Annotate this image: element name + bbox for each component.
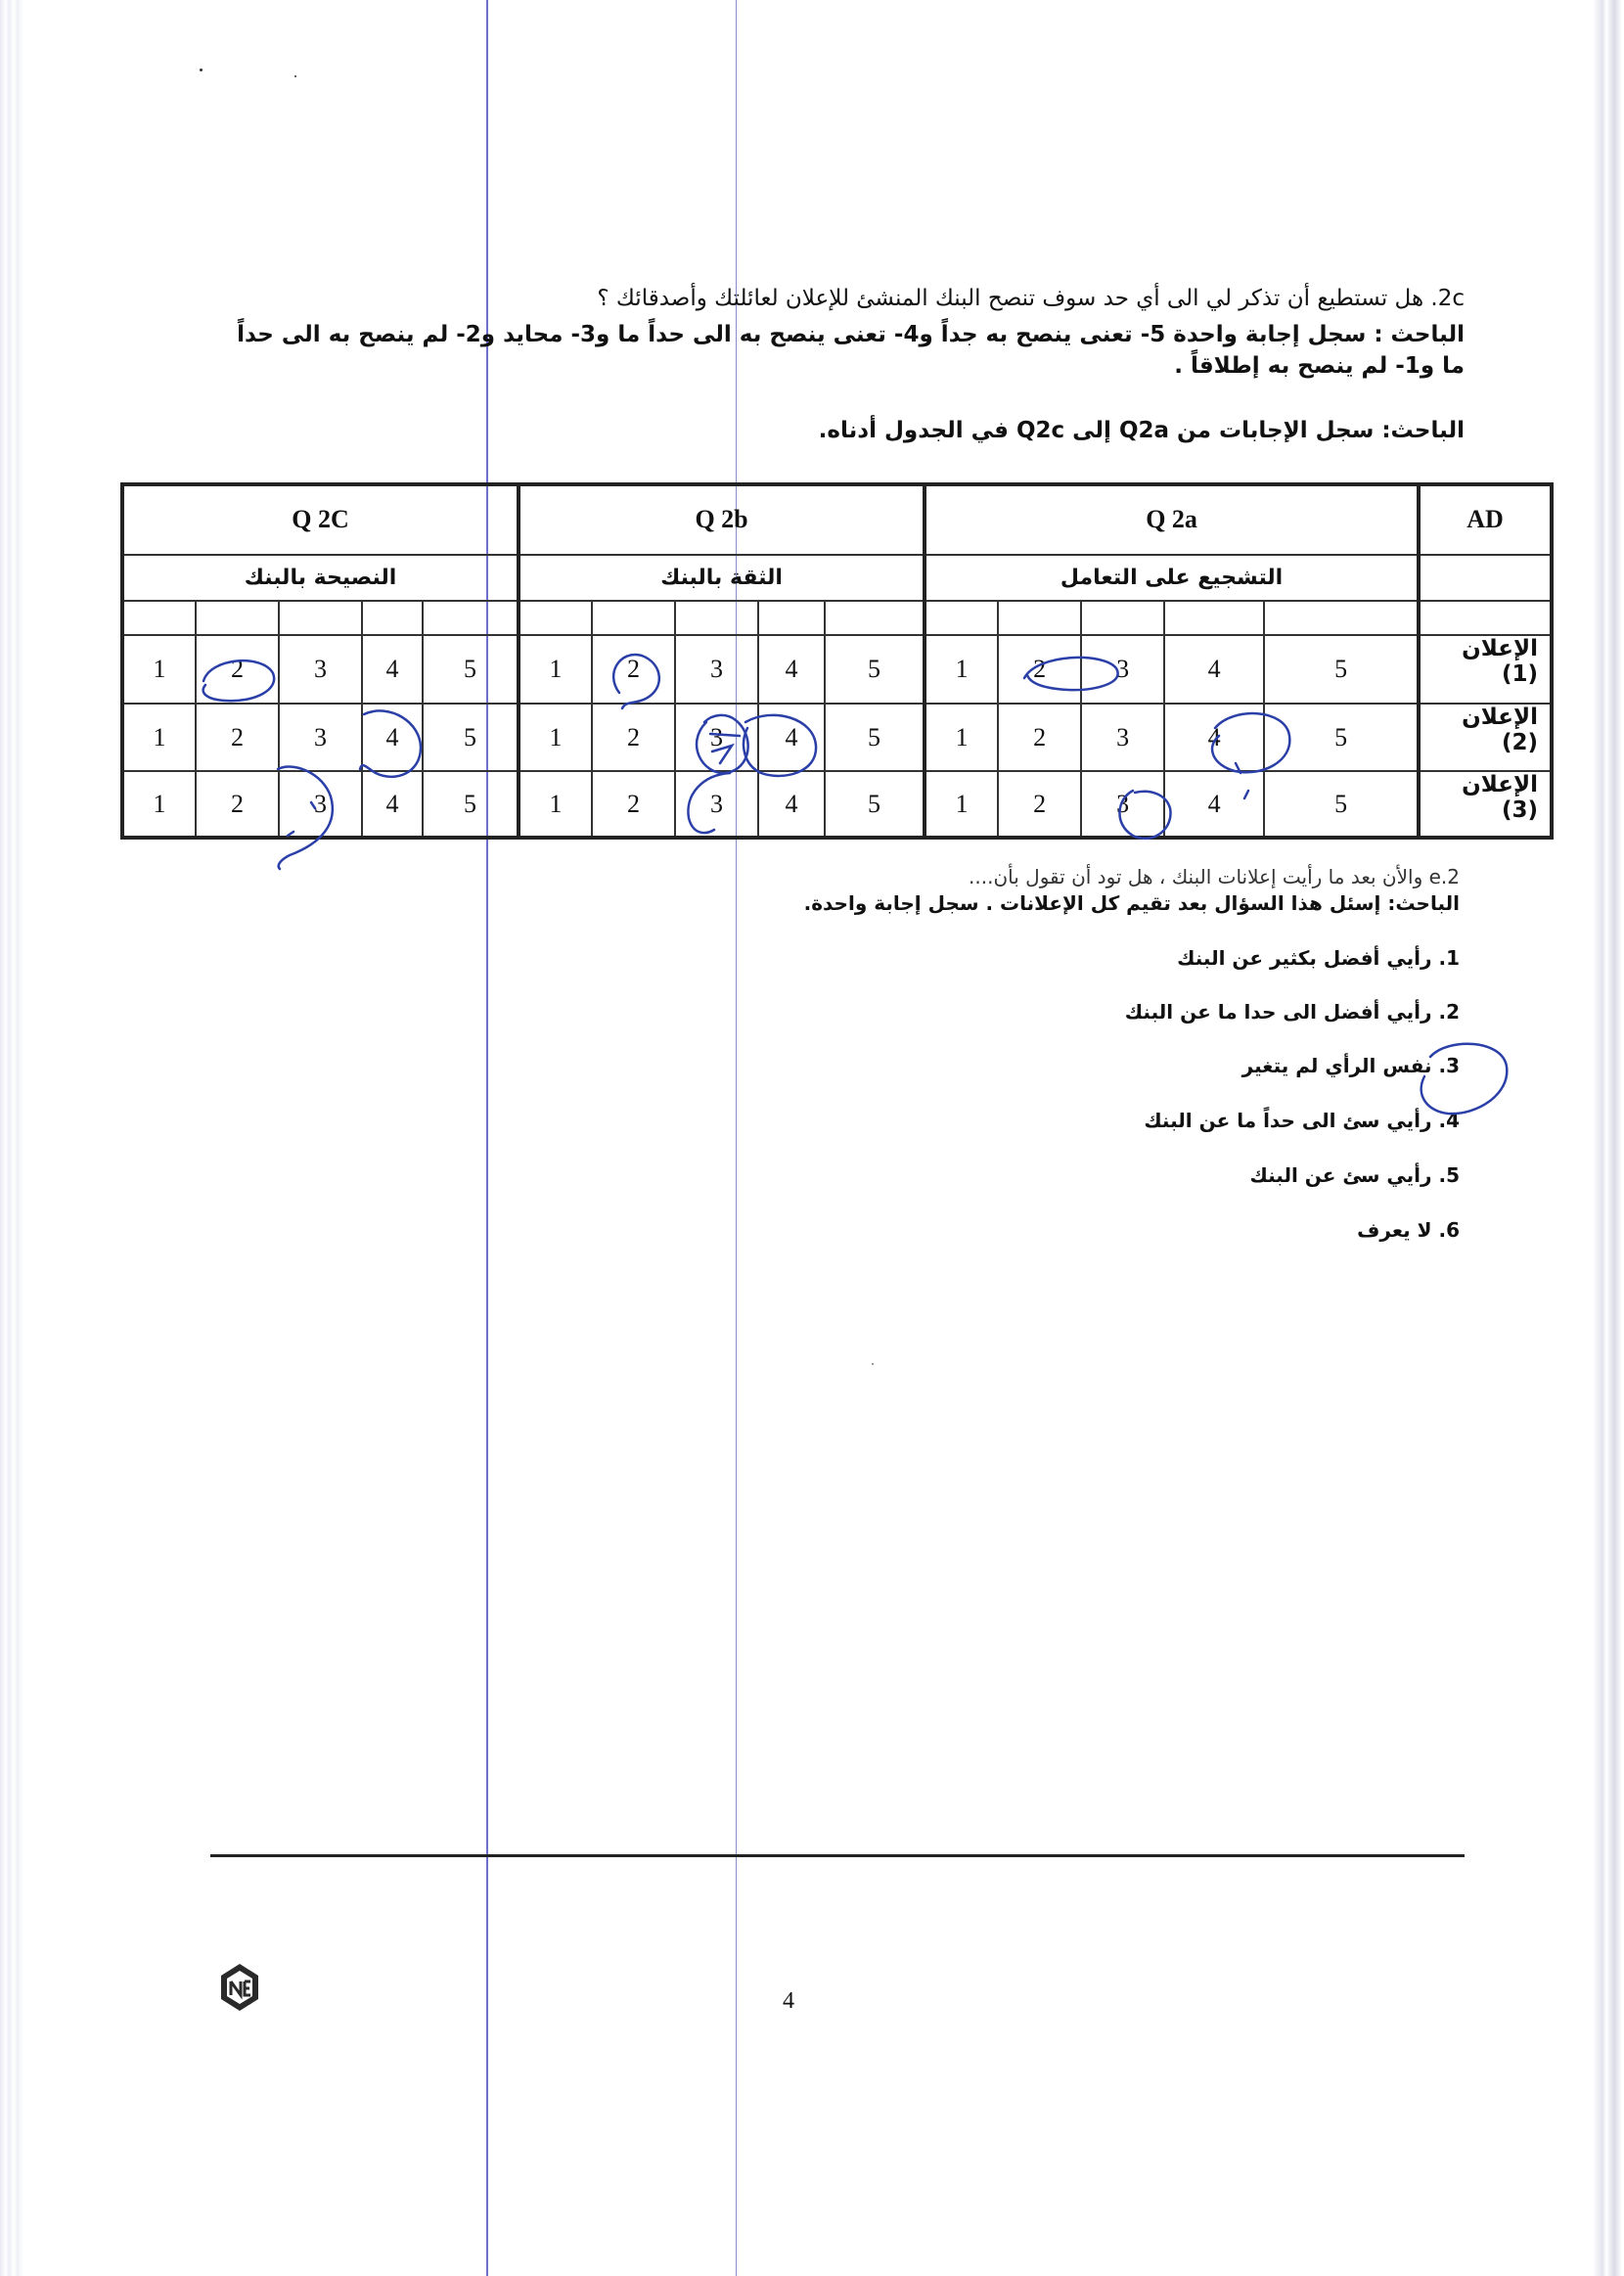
- scale-cell: 3: [1081, 635, 1164, 704]
- question-number: 2c.: [1430, 286, 1465, 311]
- header-q2c: Q 2C: [122, 484, 519, 555]
- question-text: هل تستطيع أن تذكر لي الى أي حد سوف تنصح البنك المنشئ للإعلان لعائلتك وأصدقائك ؟: [597, 286, 1424, 311]
- scale-cell: 2: [196, 635, 279, 704]
- scale-cell: 1: [122, 704, 196, 771]
- scale-cell: 4: [758, 635, 825, 704]
- scale-cell: 2: [592, 704, 675, 771]
- scale-cell: 5: [1264, 635, 1419, 704]
- scale-cell: 1: [519, 704, 592, 771]
- table-row: [122, 635, 1552, 704]
- scale-cell: 2: [196, 704, 279, 771]
- scale-cell: 2: [196, 771, 279, 838]
- scale-cell: 5: [423, 635, 519, 704]
- header-q2b: Q 2b: [519, 484, 925, 555]
- ad-label: الإعلان (3): [1419, 771, 1552, 838]
- scale-cell: 2: [592, 771, 675, 838]
- researcher-instruction-2c: الباحث : سجل إجابة واحدة 5- تعنى ينصح به جداً و4- تعنى ينصح به الى حداً ما و3- محايد و2- لم ينصح به الى حداً ما و1- لم ينصح به إطلاقاً .: [237, 322, 1465, 379]
- scale-cell: 1: [519, 771, 592, 838]
- scale-cell: 4: [362, 771, 423, 838]
- option-6: 6. لا يعرف: [1357, 1218, 1460, 1242]
- footer-rule: [210, 1854, 1465, 1857]
- speck: [200, 68, 203, 71]
- scale-cell: 4: [1164, 704, 1264, 771]
- scale-cell: 4: [362, 635, 423, 704]
- scale-cell: 5: [1264, 704, 1419, 771]
- researcher-instruction-table: الباحث: سجل الإجابات من Q2a إلى Q2c في الجدول أدناه.: [818, 418, 1465, 443]
- company-logo-icon: [219, 1962, 260, 2013]
- scale-cell: 3: [279, 635, 362, 704]
- question-text: والأن بعد ما رأيت إعلانات البنك ، هل تود أن تقول بأن....: [969, 865, 1423, 888]
- scale-cell: 2: [998, 704, 1081, 771]
- option-4: 4. رأيي سئ الى حداً ما عن البنك: [1144, 1109, 1460, 1132]
- scale-cell: 1: [925, 771, 998, 838]
- option-5: 5. رأيي سئ عن البنك: [1249, 1163, 1460, 1187]
- scale-cell: 5: [423, 704, 519, 771]
- page-number: 4: [783, 1988, 794, 2014]
- header-ad: AD: [1419, 484, 1552, 555]
- scale-cell: 4: [362, 704, 423, 771]
- researcher-instruction-2e: الباحث: إسئل هذا السؤال بعد تقيم كل الإعلانات . سجل إجابة واحدة.: [803, 891, 1460, 915]
- scale-cell: 3: [675, 771, 758, 838]
- scan-right-edge: [1593, 0, 1624, 2276]
- table-row: [122, 704, 1552, 771]
- scale-cell: 1: [519, 635, 592, 704]
- speck: [294, 75, 296, 77]
- scale-cell: 3: [675, 704, 758, 771]
- ad-label: الإعلان (1): [1419, 635, 1552, 704]
- scale-cell: 5: [825, 635, 925, 704]
- scale-cell: 4: [1164, 771, 1264, 838]
- scale-cell: 5: [825, 704, 925, 771]
- scale-cell: 2: [998, 635, 1081, 704]
- table-row: [122, 771, 1552, 838]
- scan-left-edge: [0, 0, 33, 2276]
- label-advice: النصيحة بالبنك: [122, 555, 519, 601]
- ad-label: الإعلان (2): [1419, 704, 1552, 771]
- scale-cell: 3: [1081, 704, 1164, 771]
- header-q2a: Q 2a: [925, 484, 1419, 555]
- scale-cell: 4: [758, 771, 825, 838]
- scale-cell: 2: [998, 771, 1081, 838]
- scale-cell: 5: [423, 771, 519, 838]
- label-encourage: التشجيع على التعامل: [925, 555, 1419, 601]
- question-2c: [154, 286, 1465, 311]
- scale-cell: 1: [925, 704, 998, 771]
- scale-cell: 5: [1264, 771, 1419, 838]
- option-1: 1. رأيي أفضل بكثير عن البنك: [1177, 946, 1460, 970]
- ratings-table: [120, 482, 1554, 840]
- scale-cell: 3: [279, 704, 362, 771]
- speck: [872, 1363, 874, 1365]
- question-number: 2.e: [1428, 865, 1460, 888]
- question-2e: [969, 865, 1460, 888]
- option-3: 3. نفس الرأي لم يتغير: [1241, 1054, 1460, 1077]
- scale-cell: 4: [1164, 635, 1264, 704]
- scale-cell: 3: [1081, 771, 1164, 838]
- scale-cell: 5: [825, 771, 925, 838]
- scale-cell: 1: [925, 635, 998, 704]
- scale-cell: 3: [675, 635, 758, 704]
- scale-cell: 2: [592, 635, 675, 704]
- scale-cell: 1: [122, 635, 196, 704]
- scale-cell: 4: [758, 704, 825, 771]
- scale-cell: 3: [279, 771, 362, 838]
- empty-cell: [1419, 555, 1552, 601]
- label-trust: الثقة بالبنك: [519, 555, 925, 601]
- option-2: 2. رأيي أفضل الى حدا ما عن البنك: [1124, 1000, 1460, 1024]
- scale-cell: 1: [122, 771, 196, 838]
